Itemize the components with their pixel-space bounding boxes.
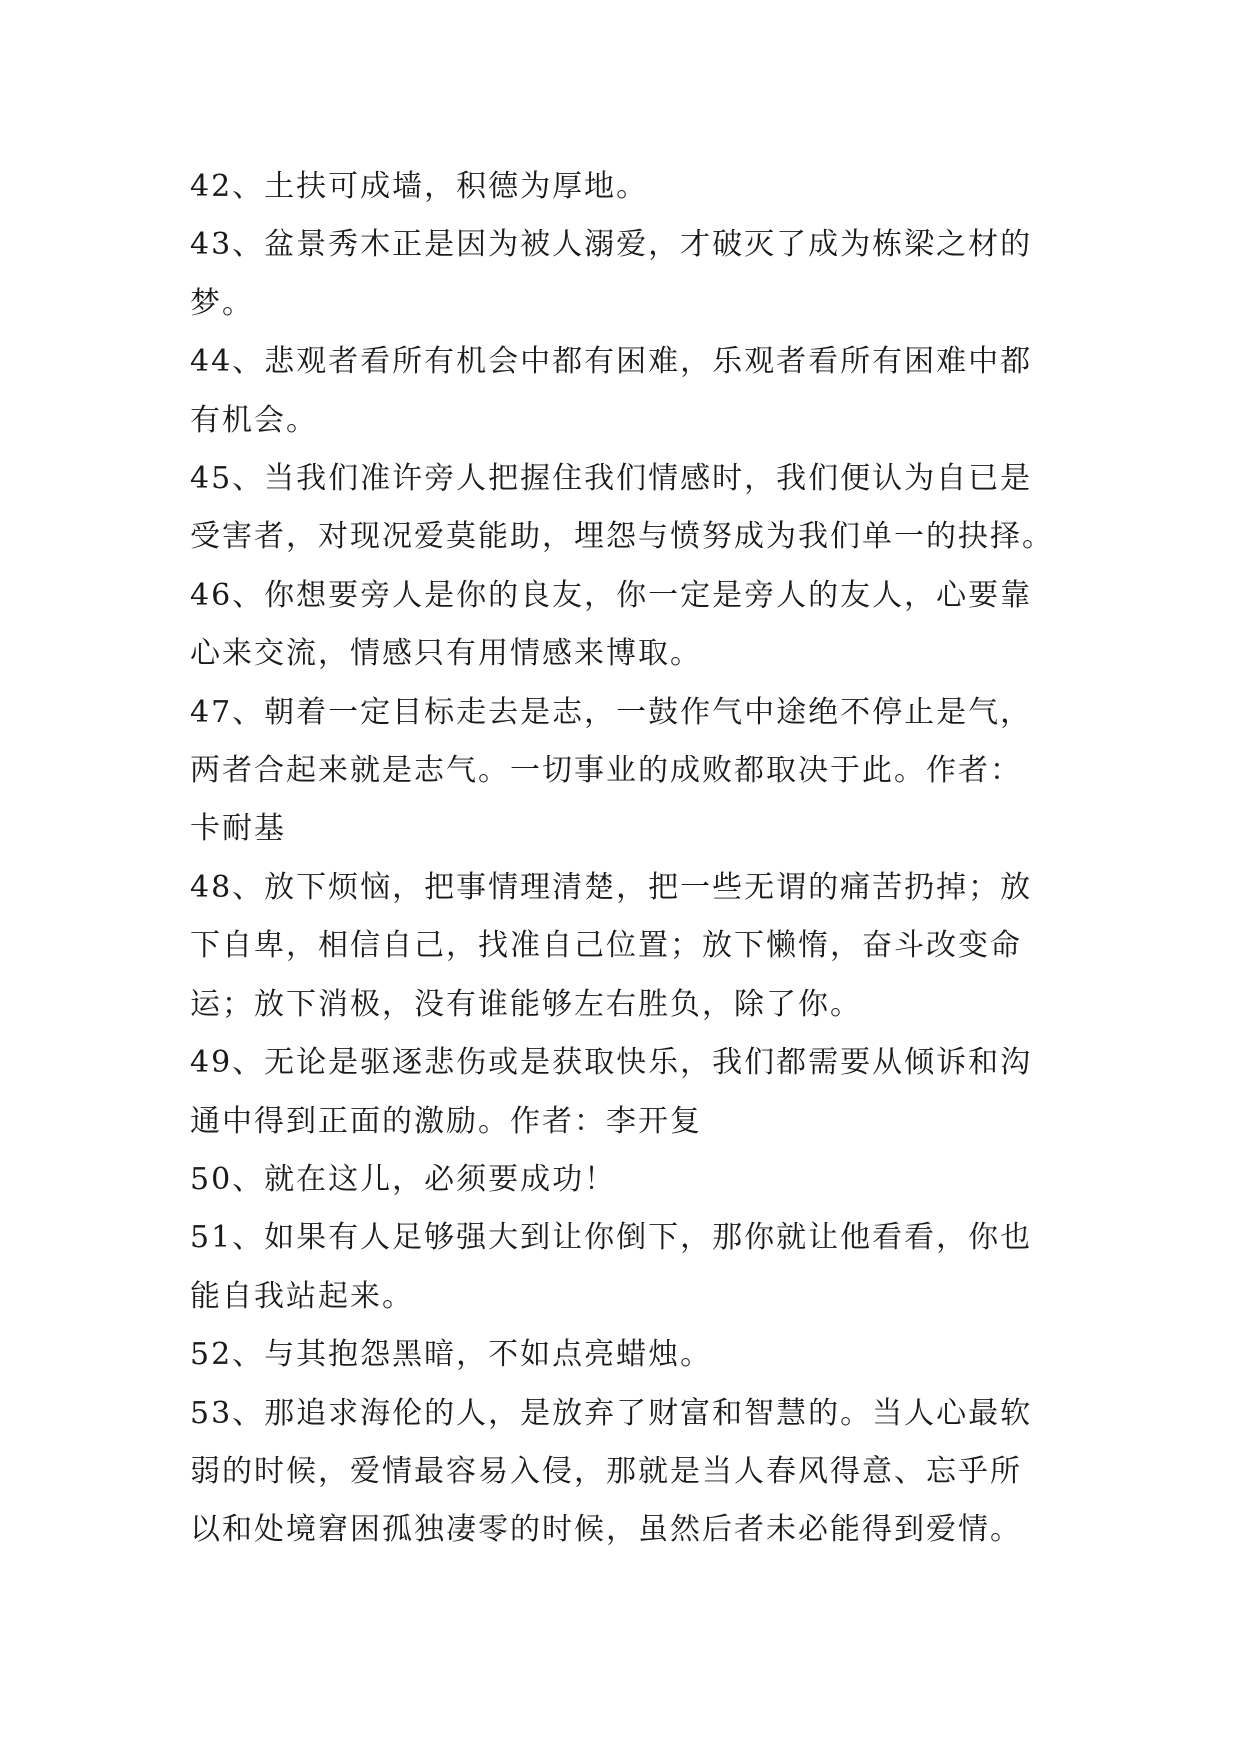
text-line: 弱的时候，爱情最容易入侵，那就是当人春风得意、忘乎所 <box>190 1453 1022 1489</box>
text-line: 44、悲观者看所有机会中都有困难，乐观者看所有困难中都 <box>190 344 1033 380</box>
text-line: 两者合起来就是志气。一切事业的成败都取决于此。作者： <box>190 753 1022 789</box>
text-line: 50、就在这儿，必须要成功！ <box>190 1161 617 1197</box>
text-line: 42、土扶可成墙，积德为厚地。 <box>190 169 649 204</box>
text-line: 运；放下消极，没有谁能够左右胜负，除了你。 <box>190 986 862 1022</box>
text-line: 49、无论是驱逐悲伤或是获取快乐，我们都需要从倾诉和沟 <box>190 1045 1033 1081</box>
text-line: 心来交流，情感只有用情感来博取。 <box>190 636 702 672</box>
text-line: 46、你想要旁人是你的良友，你一定是旁人的友人，心要靠 <box>190 577 1033 613</box>
text-line: 受害者，对现况爱莫能助，埋怨与愤努成为我们单一的抉择。 <box>190 519 1054 555</box>
text-line: 48、放下烦恼，把事情理清楚，把一些无谓的痛苦扔掉；放 <box>190 869 1033 905</box>
text-line: 下自卑，相信自己，找准自己位置；放下懒惰，奋斗改变命 <box>190 928 1022 964</box>
text-line: 卡耐基 <box>190 811 286 847</box>
text-line: 45、当我们准许旁人把握住我们情感时，我们便认为自已是 <box>190 461 1033 497</box>
text-line: 47、朝着一定目标走去是志，一鼓作气中途绝不停止是气， <box>190 694 1033 730</box>
text-line: 有机会。 <box>190 402 318 438</box>
text-line: 53、那追求海伦的人，是放弃了财富和智慧的。当人心最软 <box>190 1395 1033 1431</box>
text-line: 能自我站起来。 <box>190 1278 414 1314</box>
text-line: 43、盆景秀木正是因为被人溺爱，才破灭了成为栋梁之材的 <box>190 227 1033 263</box>
text-line: 52、与其抱怨黑暗，不如点亮蜡烛。 <box>190 1337 713 1373</box>
text-line: 梦。 <box>190 285 254 321</box>
text-body <box>190 158 1080 1560</box>
text-line: 以和处境窘困孤独凄零的时候，虽然后者未必能得到爱情。 <box>190 1512 1022 1548</box>
text-line: 通中得到正面的激励。作者：李开复 <box>190 1103 702 1139</box>
text-line: 51、如果有人足够强大到让你倒下，那你就让他看看，你也 <box>190 1220 1033 1256</box>
